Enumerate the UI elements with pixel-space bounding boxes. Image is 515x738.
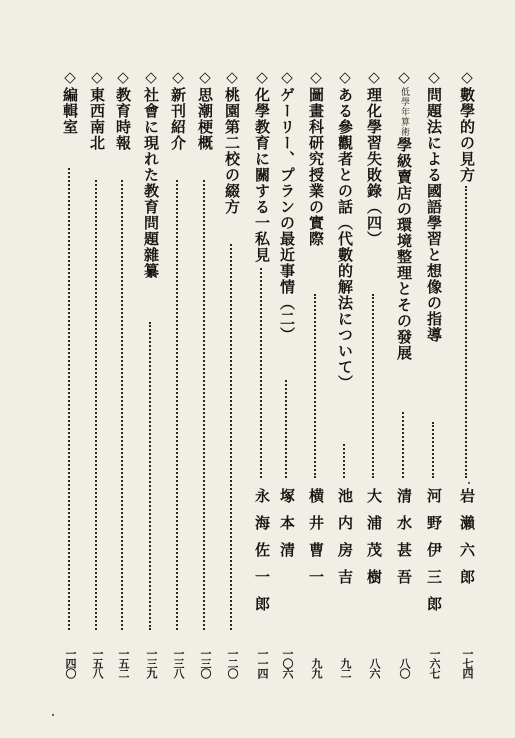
entry-page-number: 一七四 [461, 648, 474, 678]
dot-leader [402, 412, 404, 478]
dot-leader [285, 380, 287, 478]
entry-page-number: 一〇六 [281, 648, 294, 678]
entry-author: 清水甚吾 [395, 488, 413, 596]
dot-leader [432, 422, 434, 478]
entry-title: ◇圖畫科研究授業の實際 [307, 68, 325, 247]
toc-entry [141, 68, 161, 678]
ink-speck [468, 482, 470, 484]
entry-title: ◇理化學習失敗錄（四） [365, 68, 383, 247]
entry-title: ◇社會に現れた教育問題雜纂 [142, 68, 160, 279]
ink-speck [52, 714, 54, 716]
toc-entry [394, 68, 414, 678]
toc-entry [364, 68, 384, 678]
entry-page-number: 九九 [310, 658, 323, 678]
dot-leader [260, 268, 262, 478]
toc-entry [306, 68, 326, 678]
dot-leader [465, 186, 467, 478]
dot-leader [68, 168, 70, 630]
toc-entry [113, 68, 133, 678]
entry-title: ◇教育時報 [114, 68, 132, 151]
entry-author: 永海佐一郎 [253, 488, 271, 623]
entry-page-number: 一三〇 [199, 648, 212, 678]
dot-leader [314, 294, 316, 478]
dot-leader [343, 444, 345, 478]
entry-author: 岩瀨六郎 [458, 488, 476, 596]
dot-leader [149, 322, 151, 630]
dot-leader [372, 294, 374, 478]
toc-entry [222, 68, 242, 678]
entry-page-number: 九二 [339, 658, 352, 678]
toc-entry [424, 68, 444, 678]
entry-title: ◇桃園第二校の綴方 [223, 68, 241, 215]
entry-page-number: 一五二 [117, 648, 130, 678]
entry-page-number: 八六 [368, 658, 381, 678]
toc-entry [457, 68, 477, 678]
toc-entry [60, 68, 80, 678]
entry-page-number: 一三九 [145, 648, 158, 678]
entry-author: 大浦茂樹 [365, 488, 383, 596]
dot-leader [230, 244, 232, 630]
entry-author: 河野伊三郎 [425, 488, 443, 623]
entry-subject-note: 低學年算術 [399, 87, 409, 137]
toc-entry [335, 68, 355, 678]
entry-page-number: 一三八 [172, 648, 185, 678]
entry-page-number: 八〇 [398, 658, 411, 678]
entry-title: ◇化學教育に關する一私見 [253, 68, 271, 263]
entry-title: ◇ある參觀者との話（代數的解法について） [336, 68, 354, 391]
toc-entry [195, 68, 215, 678]
entry-title: ◇思潮梗概 [196, 68, 214, 151]
entry-page-number: 一四〇 [64, 648, 77, 678]
entry-page-number: 一五八 [91, 648, 104, 678]
entry-title: ◇問題法による國語學習と想像の指導 [425, 68, 443, 343]
entry-title: ◇東西南北 [88, 68, 106, 151]
entry-title: ◇編輯室 [61, 68, 79, 135]
toc-entry [168, 68, 188, 678]
dot-leader [176, 180, 178, 630]
entry-title: ◇新刊紹介 [169, 68, 187, 151]
toc-entry [252, 68, 272, 678]
entry-title: ◇低學年算術學級賣店の環境整理とその發展 [395, 68, 413, 361]
entry-author: 池内房吉 [336, 488, 354, 596]
toc-entry [277, 68, 297, 678]
entry-author: 塚本清 [278, 488, 296, 569]
entry-page-number: 一六七 [428, 648, 441, 678]
dot-leader [95, 180, 97, 630]
entry-title: ◇數學的の見方 [458, 68, 476, 183]
toc-entry [87, 68, 107, 678]
entry-title: ◇ゲーリー、プランの最近事情（二） [278, 68, 296, 343]
entry-page-number: 一二〇 [226, 648, 239, 678]
dot-leader [203, 180, 205, 630]
dot-leader [121, 180, 123, 630]
entry-author: 横井曹一 [307, 488, 325, 596]
entry-page-number: 一一四 [256, 648, 269, 678]
